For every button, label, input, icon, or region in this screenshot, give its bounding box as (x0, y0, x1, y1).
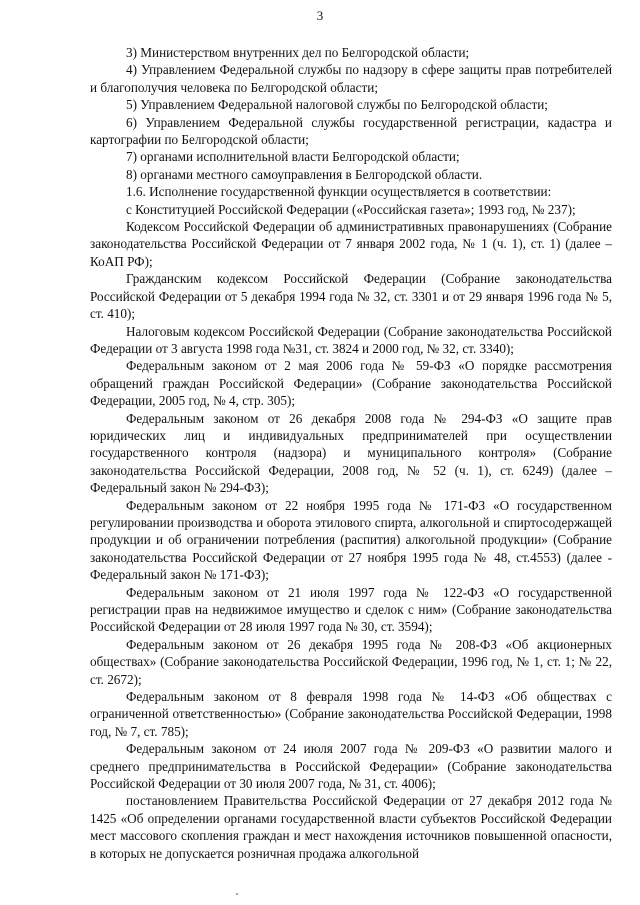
paragraph-section-1-6: 1.6. Исполнение государственной функции осуществляется в соответствии: (126, 184, 552, 200)
paragraph-civil-code: Гражданским кодексом Российской Федерации (Собрание законодательства Российской Федерации от 5 декабря 1994 года № 32, ст. 3301 и от 29 января 1996 года № 5, ст. 410); (90, 271, 612, 322)
document-body (90, 44, 612, 862)
paragraph-constitution: с Конституцией Российской Федерации («Российская газета»; 1993 год, № 237); (126, 201, 576, 217)
paragraph-law-14: Федеральным законом от 8 февраля 1998 года № 14-ФЗ «Об обществах с ограниченной ответственностью» (Собрание законодательства Российской Федерации, 1998 год, № 7, ст. 785); (90, 689, 612, 739)
paragraph-koap: Кодексом Российской Федерации об административных правонарушениях (Собрание законодательства Российской Федерации от 7 января 2002 года, № 1 (ч. 1), ст. 1) (далее – КоАП РФ); (90, 219, 612, 269)
scan-speck (236, 893, 238, 895)
paragraph-law-208: Федеральным законом от 26 декабря 1995 года № 208-ФЗ «Об акционерных обществах» (Собрание законодательства Российской Федерации, 1996 год, № 1, ст. 1; № 22, ст. 2672); (90, 636, 612, 687)
paragraph-law-59: Федеральным законом от 2 мая 2006 года № 59-ФЗ «О порядке рассмотрения обращений граждан Российской Федерации» (Собрание законодательства Российской Федерации, 2005 год, № 4, стр. 305); (90, 358, 612, 409)
paragraph-item-7: 7) органами исполнительной власти Белгородской области; (126, 149, 460, 165)
paragraph-law-171: Федеральным законом от 22 ноября 1995 года № 171-ФЗ «О государственном регулировании производства и оборота этилового спирта, алкогольной и спиртосодержащей продукции и об ограничении потребления (распития) алкогольной продукции» (Собрание законодательства Российской Федерации от 27 ноября 1995 года № 48, ст.4553) (далее - Федеральный закон № 171-ФЗ); (90, 497, 612, 583)
paragraph-tax-code: Налоговым кодексом Российской Федерации (Собрание законодательства Российской Федерации от 3 августа 1998 года №31, ст. 3824 и 2000 год, № 32, ст. 3340); (90, 323, 612, 356)
paragraph-law-209: Федеральным законом от 24 июля 2007 года № 209-ФЗ «О развитии малого и среднего предпринимательства в Российской Федерации» (Собрание законодательства Российской Федерации от 30 июля 2007 года, № 31, ст. 4006); (90, 741, 612, 792)
page-number: 3 (316, 8, 324, 23)
paragraph-item-6: 6) Управлением Федеральной службы государственной регистрации, кадастра и картографии по Белгородской области; (90, 114, 612, 148)
paragraph-item-3: 3) Министерством внутренних дел по Белгородской области; (126, 45, 470, 60)
paragraph-item-8: 8) органами местного самоуправления в Белгородской области. (126, 166, 483, 182)
paragraph-item-4: 4) Управлением Федеральной службы по надзору в сфере защиты прав потребителей и благополучия человека по Белгородской области; (90, 62, 612, 95)
paragraph-law-122: Федеральным законом от 21 июля 1997 года № 122-ФЗ «О государственной регистрации прав на недвижимое имущество и сделок с ним» (Собрание законодательства Российской Федерации от 28 июля 1997 года № 30, ст. 3594); (90, 584, 612, 635)
paragraph-resolution-1425: постановлением Правительства Российской Федерации от 27 декабря 2012 года № 1425 «Об определении органами государственной власти субъектов Российской Федерации мест массового скопления граждан и мест нахождения источников повышенной опасности, в которых не допускается розничная продажа алкогольной (90, 793, 612, 861)
paragraph-item-5: 5) Управлением Федеральной налоговой службы по Белгородской области; (126, 97, 548, 113)
paragraph-law-294: Федеральным законом от 26 декабря 2008 года № 294-ФЗ «О защите прав юридических лиц и индивидуальных предпринимателей при осуществлении государственного контроля (надзора) и муниципального контроля» (Собрание законодательства Российской Федерации, 2008 год, № 52 (ч. 1), ст. 6249) (далее – Федеральный закон № 294-ФЗ); (90, 410, 612, 496)
